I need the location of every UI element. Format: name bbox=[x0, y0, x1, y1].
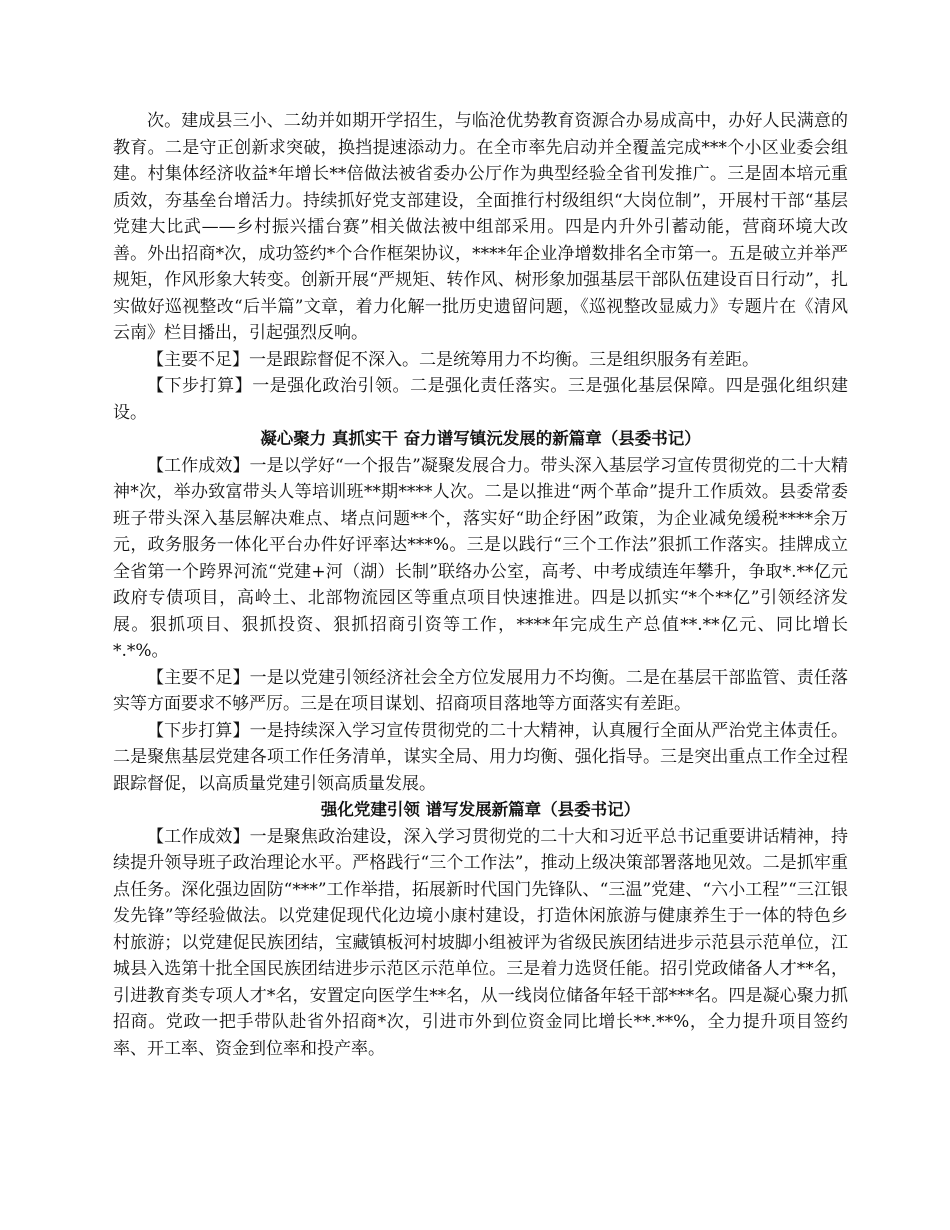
paragraph-shortcomings: 【主要不足】一是以党建引领经济社会全方位发展用力不均衡。二是在基层干部监管、责任落实等方面要求不够严厉。三是在项目谋划、招商项目落地等方面落实有差距。 bbox=[113, 667, 848, 714]
section-heading: 强化党建引领 谱写发展新篇章（县委书记） bbox=[320, 800, 641, 819]
section-heading: 凝心聚力 真抓实干 奋力谱写镇沅发展的新篇章（县委书记） bbox=[260, 429, 701, 448]
paragraph-next-steps: 【下步打算】一是强化政治引领。二是强化责任落实。三是强化基层保障。四是强化组织建设。 bbox=[113, 376, 848, 423]
paragraph-achievements: 【工作成效】一是以学好“一个报告”凝聚发展合力。带头深入基层学习宣传贯彻党的二十大精神*次，举办致富带头人等培训班**期****人次。二是以推进“两个革命”提升工作质效。县委常委班子带头深入基层解决难点、堵点问题**个，落实好“助企纾困”政策，为企业减免缓税****余万元，政务服务一体化平台办件好评率达***%。三是以践行“三个工作法”狠抓工作落实。挂牌成立全省第一个跨界河流“党建+河（湖）长制”联络办公室，高考、中考成绩连年攀升，争取*.**亿元政府专债项目，高岭土、北部物流园区等重点项目快速推进。四是以抓实“*个**亿”引领经济发展。狠抓项目、狠抓投资、狠抓招商引资等工作，****年完成生产总值**.**亿元、同比增长*.*%。 bbox=[113, 455, 848, 661]
paragraph-continued: 次。建成县三小、二幼并如期开学招生，与临沧优势教育资源合办易成高中，办好人民满意的教育。二是守正创新求突破，换挡提速添动力。在全市率先启动并全覆盖完成***个小区业委会组建。村集体经济收益*年增长**倍做法被省委办公厅作为典型经验全省刊发推广。三是固本培元重质效，夯基垒台增活力。持续抓好党支部建设，全面推行村级组织“大岗位制”，开展村干部“基层党建大比武——乡村振兴擂台赛”相关做法被中组部采用。四是内升外引蓄动能，营商环境大改善。外出招商*次，成功签约*个合作框架协议，****年企业净增数排名全市第一。五是破立并举严规矩，作风形象大转变。创新开展“严规矩、转作风、树形象加强基层干部队伍建设百日行动”，扎实做好巡视整改“后半篇”文章，着力化解一批历史遗留问题，《巡视整改显威力》专题片在《清风云南》栏目播出，引起强烈反响。 bbox=[113, 111, 848, 343]
paragraph-achievements: 【工作成效】一是聚焦政治建设，深入学习贯彻党的二十大和习近平总书记重要讲话精神，持续提升领导班子政治理论水平。严格践行“三个工作法”，推动上级决策部署落地见效。二是抓牢重点任务。深化强边固防“***”工作举措，拓展新时代国门先锋队、“三温”党建、“六小工程”“三江银发先锋”等经验做法。以党建促现代化边境小康村建设，打造休闲旅游与健康养生于一体的特色乡村旅游；以党建促民族团结，宝藏镇板河村坡脚小组被评为省级民族团结进步示范县示范单位，江城县入选第十批全国民族团结进步示范区示范单位。三是着力选贤任能。招引党政储备人才**名，引进教育类专项人才*名，安置定向医学生**名，从一线岗位储备年轻干部***名。四是凝心聚力抓招商。党政一把手带队赴省外招商*次，引进市外到位资金同比增长**.**%，全力提升项目签约率、开工率、资金到位率和投产率。 bbox=[113, 826, 848, 1059]
paragraph-next-steps: 【下步打算】一是持续深入学习宣传贯彻党的二十大精神，认真履行全面从严治党主体责任。二是聚焦基层党建各项工作任务清单，谋实全局、用力均衡、强化指导。三是突出重点工作全过程跟踪督促，以高质量党建引领高质量发展。 bbox=[113, 720, 848, 794]
paragraph-shortcomings: 【主要不足】一是跟踪督促不深入。二是统筹用力不均衡。三是组织服务有差距。 bbox=[147, 349, 759, 370]
document-page bbox=[113, 108, 848, 1062]
